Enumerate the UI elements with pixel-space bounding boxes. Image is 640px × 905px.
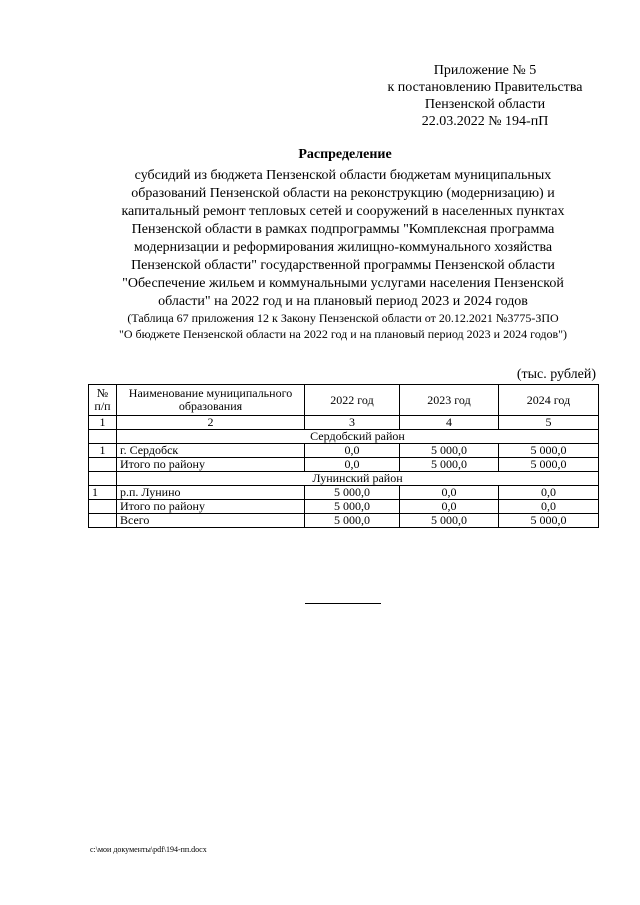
- section-title: Лунинский район: [117, 472, 599, 486]
- column-number-cell: 2: [117, 416, 305, 430]
- header-cell: 2024 год: [499, 385, 599, 416]
- row-value-2022: 5 000,0: [305, 486, 400, 500]
- appendix-block: [360, 62, 610, 130]
- document-heading: Распределение: [298, 147, 392, 162]
- row-number: [89, 458, 117, 472]
- file-path-footer: c:\мои документы\pdf\194-пп.docx: [90, 845, 207, 854]
- total-label: Всего: [117, 514, 305, 528]
- subsidy-table: [88, 384, 599, 528]
- subtitle-line: капитальный ремонт тепловых сетей и сооружений в населенных пунктах: [121, 204, 565, 219]
- header-cell: № п/п: [89, 385, 117, 416]
- separator-line: [305, 603, 381, 604]
- note-line: "О бюджете Пензенской области на 2022 год и на плановый период 2023 и 2024 годов"): [118, 327, 568, 341]
- row-name: г. Сердобск: [117, 444, 305, 458]
- column-number-row: [89, 416, 599, 430]
- row-value-2024: 5 000,0: [499, 458, 599, 472]
- row-name: Итого по району: [117, 500, 305, 514]
- table-row: [89, 500, 599, 514]
- row-value-2023: 5 000,0: [400, 444, 499, 458]
- table-row: [89, 444, 599, 458]
- units-label: (тыс. рублей): [516, 367, 596, 382]
- total-row: [89, 514, 599, 528]
- subtitle-line: области" на 2022 год и на плановый период 2023 и 2024 годов: [158, 294, 528, 309]
- row-value-2024: 0,0: [499, 500, 599, 514]
- row-number: 1: [89, 444, 117, 458]
- subtitle-line: модернизации и реформирования жилищно-коммунального хозяйства: [133, 240, 553, 255]
- row-value-2023: 5 000,0: [400, 458, 499, 472]
- section-title: Сердобский район: [117, 430, 599, 444]
- column-number-cell: 5: [499, 416, 599, 430]
- row-number: [89, 500, 117, 514]
- section-row: [89, 472, 599, 486]
- row-value-2023: 0,0: [400, 486, 499, 500]
- appendix-line: Приложение № 5: [433, 63, 537, 78]
- column-number-cell: 4: [400, 416, 499, 430]
- section-row: [89, 430, 599, 444]
- header-cell: 2023 год: [400, 385, 499, 416]
- subtitle-line: субсидий из бюджета Пензенской области бюджетам муниципальных: [134, 168, 552, 183]
- table-row: [89, 458, 599, 472]
- column-number-cell: 3: [305, 416, 400, 430]
- row-value-2024: 0,0: [499, 486, 599, 500]
- column-number-cell: 1: [89, 416, 117, 430]
- row-value-2024: 5 000,0: [499, 444, 599, 458]
- subtitle-line: образований Пензенской области на реконструкцию (модернизацию) и: [131, 186, 555, 201]
- row-name: р.п. Лунино: [117, 486, 305, 500]
- document-subtitle: [88, 167, 598, 311]
- document-note: [88, 310, 598, 342]
- table-row: [89, 486, 599, 500]
- header-cell: Наименование муниципального образования: [117, 385, 305, 416]
- row-value-2022: 0,0: [305, 444, 400, 458]
- table-header-row: [89, 385, 599, 416]
- total-2022: 5 000,0: [305, 514, 400, 528]
- appendix-date: 22.03.2022 № 194-пП: [421, 114, 549, 129]
- row-value-2022: 0,0: [305, 458, 400, 472]
- total-2024: 5 000,0: [499, 514, 599, 528]
- note-line: (Таблица 67 приложения 12 к Закону Пензенской области от 20.12.2021 №3775-ЗПО: [127, 311, 559, 325]
- row-name: Итого по району: [117, 458, 305, 472]
- appendix-line: к постановлению Правительства: [387, 80, 583, 95]
- row-value-2022: 5 000,0: [305, 500, 400, 514]
- appendix-line: Пензенской области: [424, 97, 546, 112]
- header-cell: 2022 год: [305, 385, 400, 416]
- subtitle-line: Пензенской области в рамках подпрограммы "Комплексная программа: [131, 222, 555, 237]
- row-number: 1: [89, 486, 117, 500]
- total-2023: 5 000,0: [400, 514, 499, 528]
- subtitle-line: Пензенской области" государственной программы Пензенской области: [131, 258, 555, 273]
- subtitle-line: "Обеспечение жильем и коммунальными услугами населения Пензенской: [122, 276, 564, 291]
- row-value-2023: 0,0: [400, 500, 499, 514]
